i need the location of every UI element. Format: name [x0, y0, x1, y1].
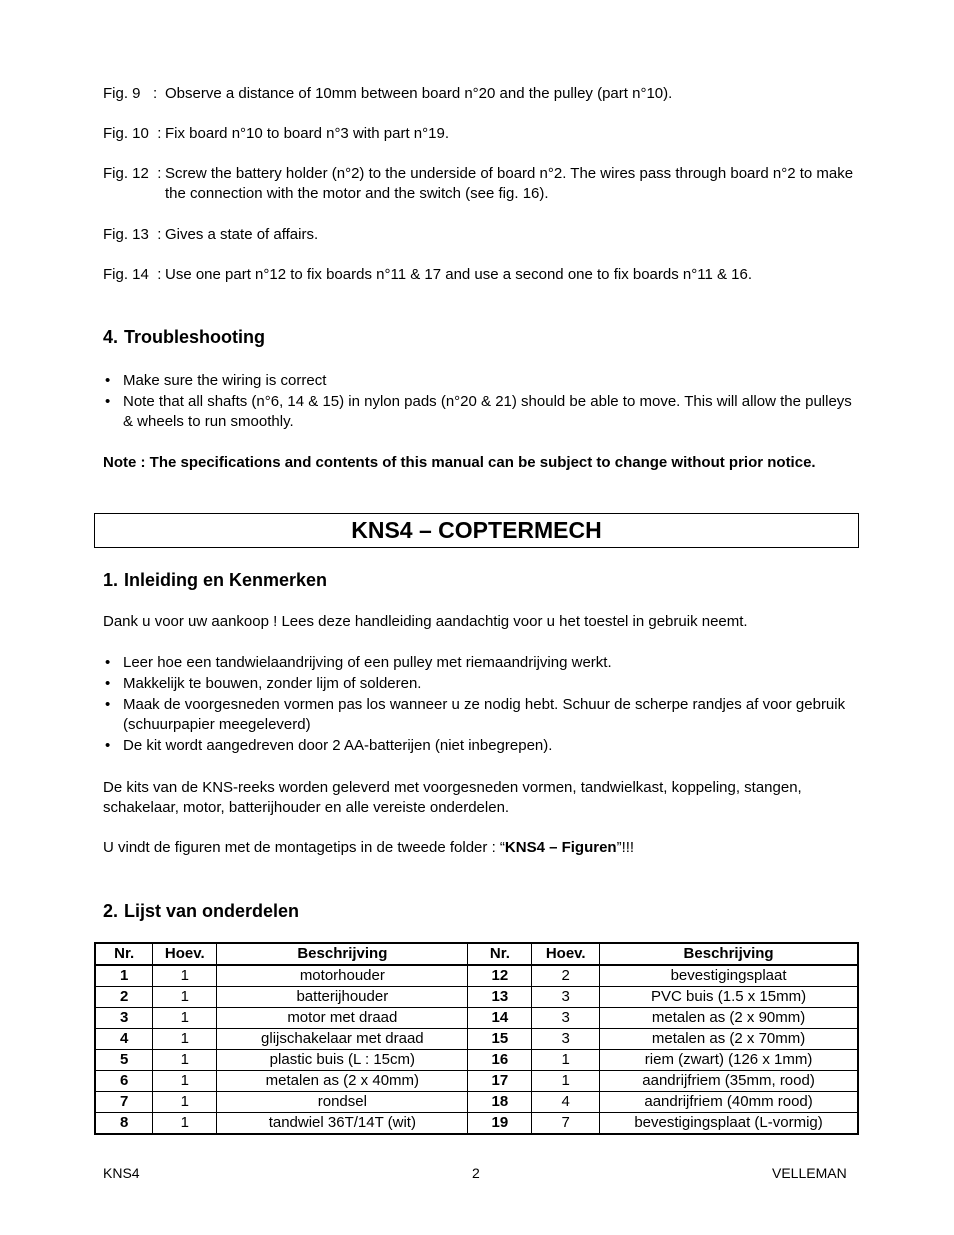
part-description: metalen as (2 x 90mm) — [600, 1008, 858, 1029]
heading-title: Lijst van onderdelen — [124, 901, 300, 921]
figures-paragraph — [103, 838, 843, 858]
part-quantity: 1 — [153, 1071, 217, 1092]
footer-right: VELLEMAN — [772, 1165, 847, 1181]
part-quantity: 1 — [153, 965, 217, 987]
table-row — [95, 1050, 858, 1071]
part-description: metalen as (2 x 40mm) — [217, 1071, 468, 1092]
heading-title: Troubleshooting — [124, 327, 265, 347]
heading-number: 2. — [103, 901, 119, 921]
part-quantity: 1 — [532, 1071, 600, 1092]
part-description: glijschakelaar met draad — [217, 1029, 468, 1050]
column-header: Nr. — [95, 943, 153, 965]
fig-label: Fig. 9 : — [103, 85, 158, 102]
fig-text: Fix board n°10 to board n°3 with part n°19. — [165, 125, 449, 142]
part-number: 14 — [468, 1008, 532, 1029]
intro-heading — [103, 569, 327, 591]
part-description: motor met draad — [217, 1008, 468, 1029]
table-row — [95, 1092, 858, 1113]
part-number: 12 — [468, 965, 532, 987]
parts-table — [94, 942, 859, 1135]
list-item-text: De kit wordt aangedreven door 2 AA-batterijen (niet inbegrepen). — [123, 737, 553, 754]
kits-paragraph: De kits van de KNS-reeks worden geleverd met voorgesneden vormen, tandwielkast, koppeling, stangen, schakelaar, motor, batterijhouder en alle vereiste onderdelen. — [103, 779, 802, 816]
fig-text: Use one part n°12 to fix boards n°11 & 17 and use a second one to fix boards n°11 & 16. — [165, 266, 752, 283]
part-number: 18 — [468, 1092, 532, 1113]
column-header: Hoev. — [532, 943, 600, 965]
part-description: metalen as (2 x 70mm) — [600, 1029, 858, 1050]
fig-text: Observe a distance of 10mm between board n°20 and the pulley (part n°10). — [165, 85, 673, 102]
table-row — [95, 965, 858, 987]
part-number: 8 — [95, 1113, 153, 1135]
part-number: 4 — [95, 1029, 153, 1050]
part-quantity: 7 — [532, 1113, 600, 1135]
part-quantity: 1 — [153, 1092, 217, 1113]
footer-left: KNS4 — [103, 1165, 140, 1181]
list-item-text: Note that all shafts (n°6, 14 & 15) in nylon pads (n°20 & 21) should be able to move. This will allow the pulleys & wheels to run smoothly. — [123, 393, 852, 430]
part-description: batterijhouder — [217, 987, 468, 1008]
list-item — [103, 371, 853, 391]
part-description: bevestigingsplaat (L-vormig) — [600, 1113, 858, 1135]
part-number: 1 — [95, 965, 153, 987]
part-quantity: 3 — [532, 1008, 600, 1029]
column-header: Beschrijving — [600, 943, 858, 965]
bullet-icon: • — [105, 654, 111, 671]
heading-number: 1. — [103, 570, 119, 590]
part-number: 2 — [95, 987, 153, 1008]
part-quantity: 2 — [532, 965, 600, 987]
fig-text: Screw the battery holder (n°2) to the underside of board n°2. The wires pass through board n°2 to make the connection with the motor and the switch (see fig. 16). — [165, 165, 854, 202]
list-item-text: Maak de voorgesneden vormen pas los wanneer u ze nodig hebt. Schuur de scherpe randjes af voor gebruik (schuurpapier meegeleverd) — [123, 696, 846, 733]
troubleshooting-list — [103, 371, 853, 433]
list-item-text: Make sure the wiring is correct — [123, 372, 327, 389]
heading-title: Inleiding en Kenmerken — [124, 570, 328, 590]
column-header: Hoev. — [153, 943, 217, 965]
fig-label: Fig. 10 : — [103, 125, 162, 142]
column-header: Beschrijving — [217, 943, 468, 965]
table-row — [95, 1008, 858, 1029]
part-description: aandrijfriem (40mm rood) — [600, 1092, 858, 1113]
table-row — [95, 1113, 858, 1135]
part-quantity: 1 — [153, 987, 217, 1008]
bullet-icon: • — [105, 675, 111, 692]
part-number: 3 — [95, 1008, 153, 1029]
table-row — [95, 987, 858, 1008]
part-number: 6 — [95, 1071, 153, 1092]
fig-label: Fig. 14 : — [103, 266, 162, 283]
list-item — [103, 695, 853, 735]
list-item — [103, 392, 853, 432]
part-description: riem (zwart) (126 x 1mm) — [600, 1050, 858, 1071]
part-description: tandwiel 36T/14T (wit) — [217, 1113, 468, 1135]
part-description: aandrijfriem (35mm, rood) — [600, 1071, 858, 1092]
column-header: Nr. — [468, 943, 532, 965]
fig-text: Gives a state of affairs. — [165, 226, 319, 243]
heading-number: 4. — [103, 327, 119, 347]
part-number: 7 — [95, 1092, 153, 1113]
page-number: 2 — [472, 1165, 480, 1181]
part-quantity: 1 — [532, 1050, 600, 1071]
bullet-icon: • — [105, 393, 111, 410]
bullet-icon: • — [105, 737, 111, 754]
section-title-box: KNS4 – COPTERMECH — [94, 513, 859, 548]
part-quantity: 1 — [153, 1008, 217, 1029]
part-number: 17 — [468, 1071, 532, 1092]
intro-paragraph: Dank u voor uw aankoop ! Lees deze handleiding aandachtig voor u het toestel in gebruik neemt. — [103, 613, 748, 630]
table-header-row — [95, 943, 858, 965]
troubleshooting-heading — [103, 326, 265, 348]
fig-label: Fig. 12 : — [103, 165, 162, 182]
part-quantity: 1 — [153, 1113, 217, 1135]
part-number: 13 — [468, 987, 532, 1008]
part-number: 16 — [468, 1050, 532, 1071]
table-row — [95, 1071, 858, 1092]
part-number: 19 — [468, 1113, 532, 1135]
list-item — [103, 653, 853, 673]
part-description: rondsel — [217, 1092, 468, 1113]
part-description: plastic buis (L : 15cm) — [217, 1050, 468, 1071]
part-quantity: 4 — [532, 1092, 600, 1113]
table-row — [95, 1029, 858, 1050]
part-number: 15 — [468, 1029, 532, 1050]
bullet-icon: • — [105, 372, 111, 389]
fig-label: Fig. 13 : — [103, 226, 162, 243]
list-item-text: Makkelijk te bouwen, zonder lijm of solderen. — [123, 675, 422, 692]
specifications-note: Note : The specifications and contents of this manual can be subject to change without prior notice. — [103, 454, 816, 471]
part-quantity: 1 — [153, 1050, 217, 1071]
part-description: PVC buis (1.5 x 15mm) — [600, 987, 858, 1008]
list-item — [103, 674, 853, 694]
part-quantity: 1 — [153, 1029, 217, 1050]
figures-folder-name: KNS4 – Figuren — [504, 839, 617, 856]
part-quantity: 3 — [532, 1029, 600, 1050]
part-quantity: 3 — [532, 987, 600, 1008]
part-description: motorhouder — [217, 965, 468, 987]
figures-paragraph-prefix: U vindt de figuren met de montagetips in de tweede folder : “ — [103, 839, 505, 856]
part-description: bevestigingsplaat — [600, 965, 858, 987]
figures-paragraph-suffix: ”!!! — [616, 839, 635, 856]
list-item-text: Leer hoe een tandwielaandrijving of een pulley met riemaandrijving werkt. — [123, 654, 612, 671]
part-number: 5 — [95, 1050, 153, 1071]
bullet-icon: • — [105, 696, 111, 713]
parts-heading — [103, 900, 299, 922]
list-item — [103, 736, 853, 756]
features-list — [103, 653, 853, 757]
